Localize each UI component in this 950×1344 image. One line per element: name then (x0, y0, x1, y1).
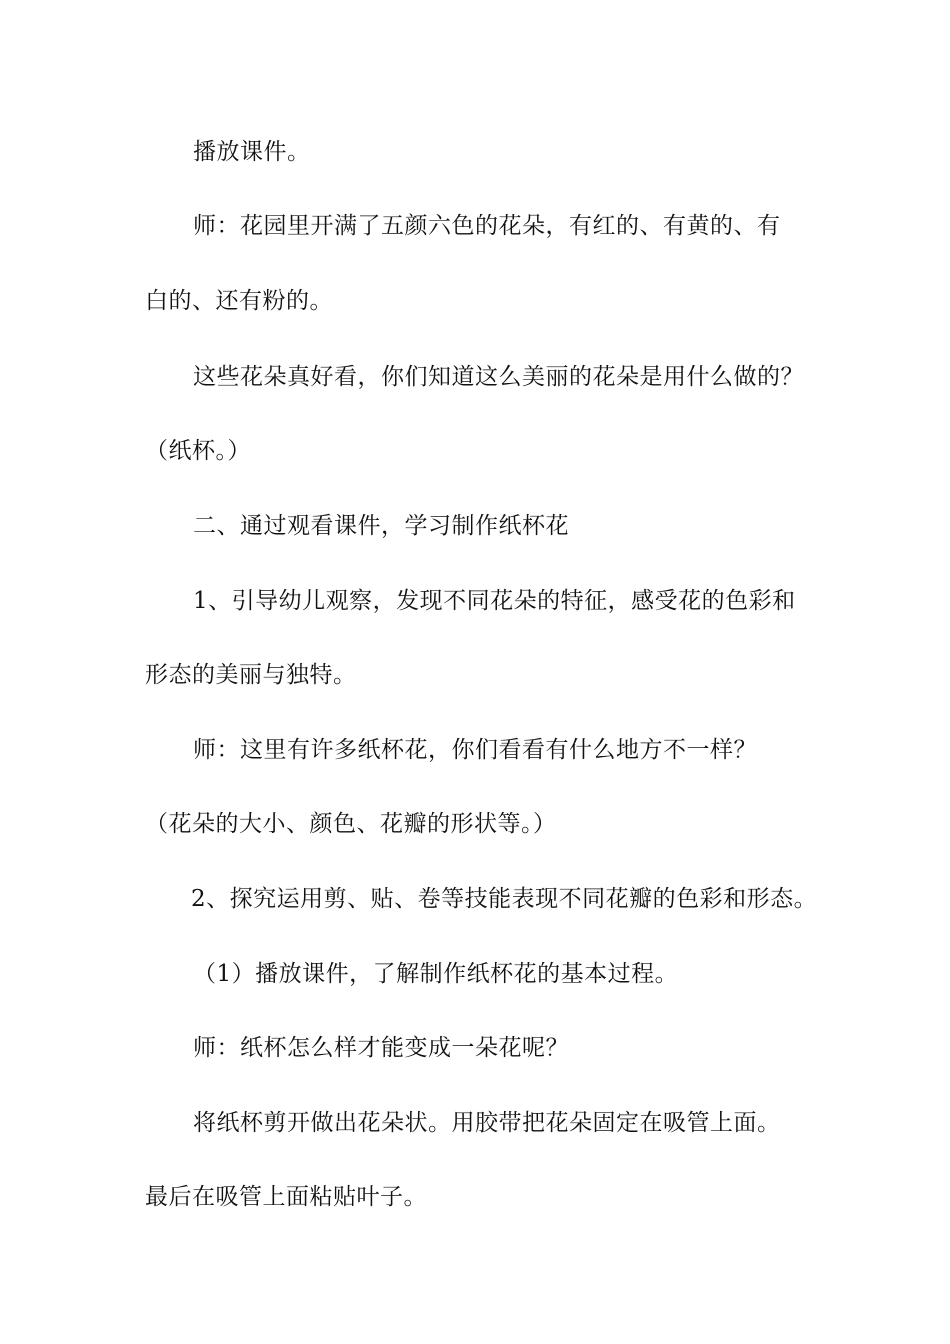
section-heading: 二、通过观看课件，学习制作纸杯花 (193, 513, 569, 539)
paragraph-line: 1、引导幼儿观察，发现不同花朵的特征，感受花的色彩和 (193, 588, 796, 614)
paragraph-line: 师：纸杯怎么样才能变成一朵花呢？ (193, 1035, 569, 1061)
paragraph-line: （花朵的大小、颜色、花瓣的形状等。） (145, 811, 557, 837)
paragraph-line: 白的、还有粉的。 (145, 288, 333, 314)
paragraph-line: （1）播放课件，了解制作纸杯花的基本过程。 (193, 961, 679, 987)
paragraph-line: 师：这里有许多纸杯花，你们看看有什么地方不一样？ (193, 737, 757, 763)
paragraph-line: 2、探究运用剪、贴、卷等技能表现不同花瓣的色彩和形态。 (191, 886, 818, 912)
paragraph-line: 师：花园里开满了五颜六色的花朵，有红的、有黄的、有 (193, 213, 781, 239)
paragraph-line: （纸杯。） (145, 438, 251, 464)
paragraph-line: 形态的美丽与独特。 (145, 662, 357, 688)
paragraph-line: 这些花朵真好看，你们知道这么美丽的花朵是用什么做的？ (193, 364, 804, 390)
paragraph-line: 将纸杯剪开做出花朵状。用胶带把花朵固定在吸管上面。 (193, 1110, 781, 1136)
paragraph-line: 最后在吸管上面粘贴叶子。 (145, 1184, 427, 1210)
paragraph-line: 播放课件。 (193, 139, 311, 165)
